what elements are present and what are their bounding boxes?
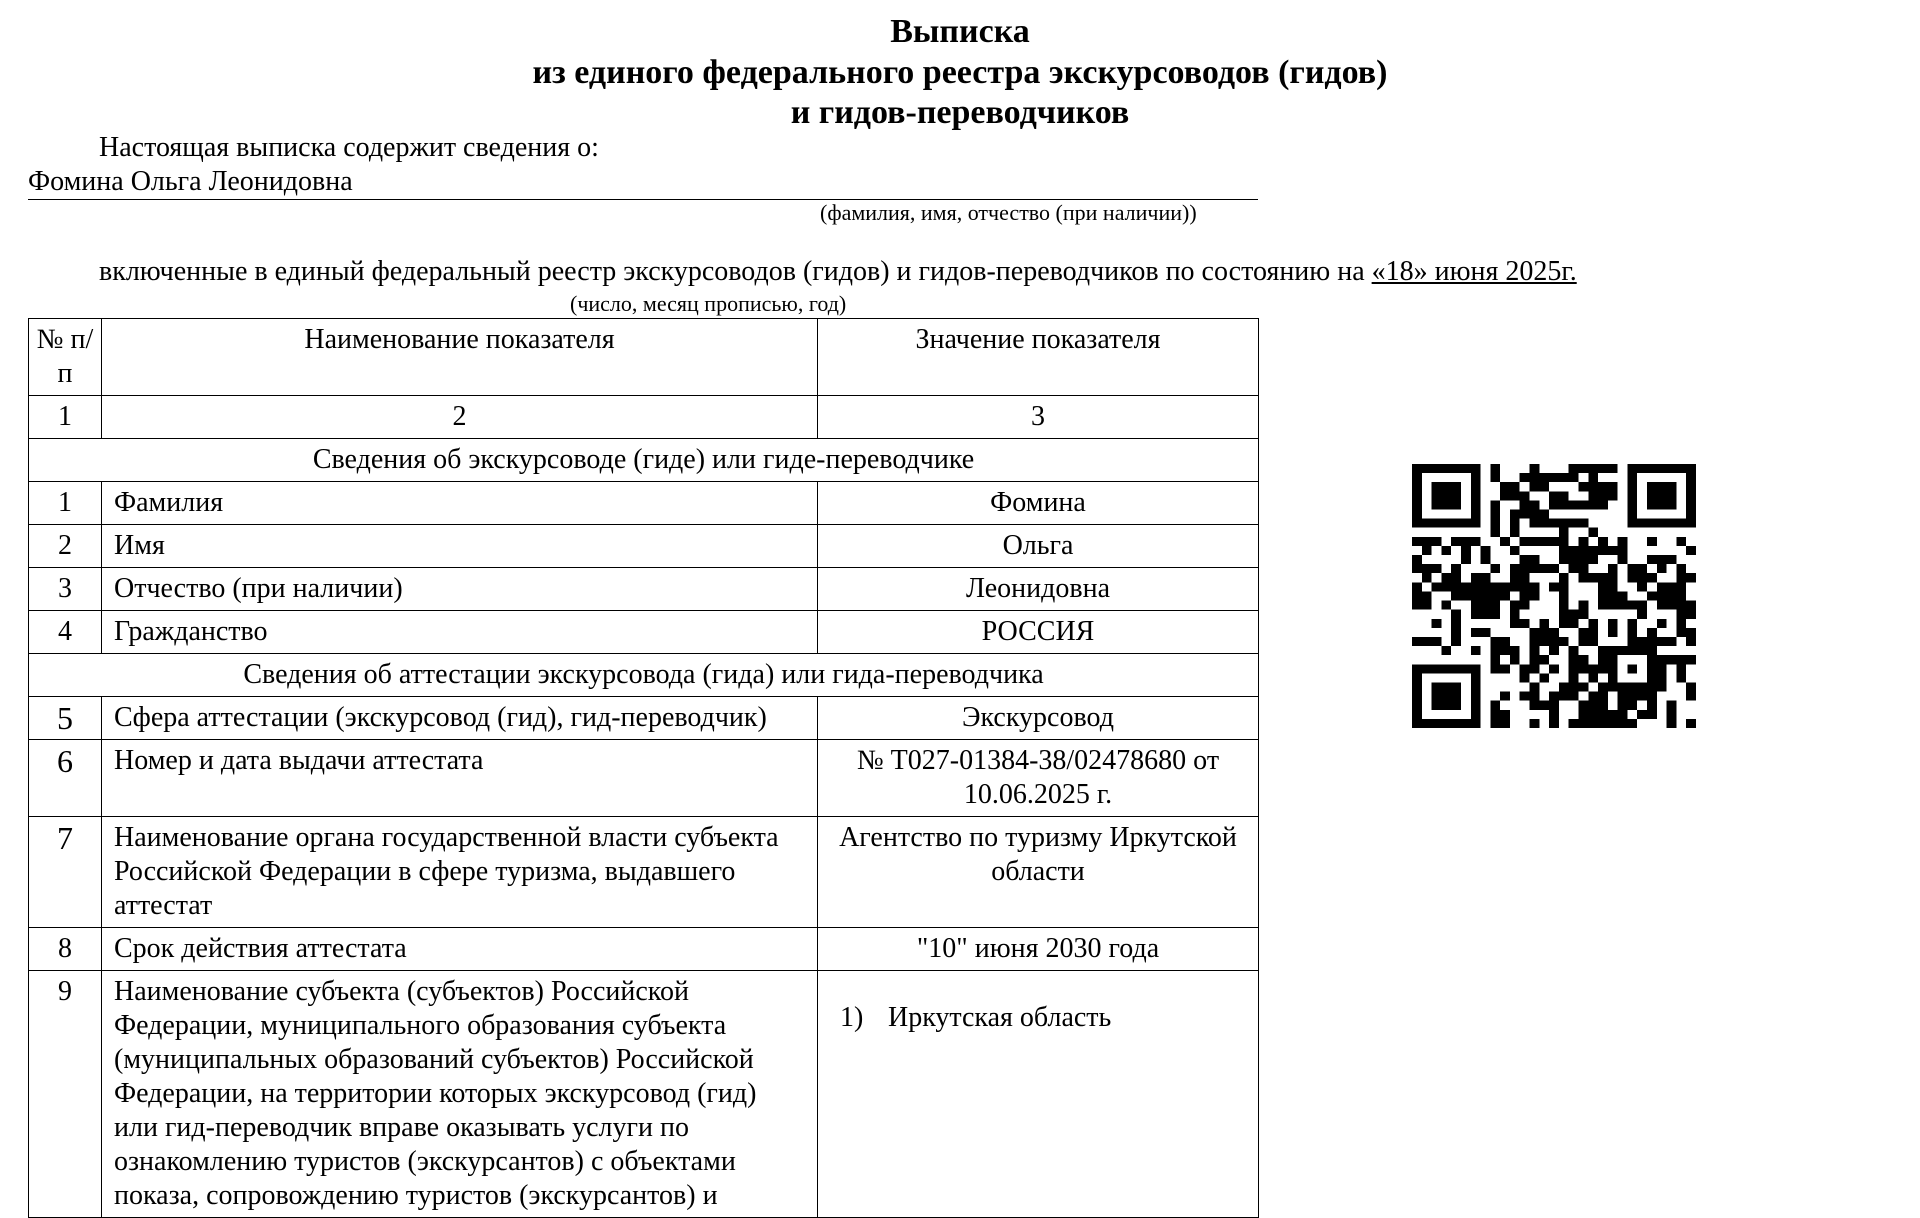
header-indicator: Наименование показателя bbox=[102, 319, 818, 396]
row-value: Агентство по туризму Иркутской области bbox=[818, 817, 1259, 928]
table-row bbox=[29, 971, 1259, 1218]
column-number: 3 bbox=[818, 396, 1259, 439]
column-number: 2 bbox=[102, 396, 818, 439]
row-indicator: Наименование субъекта (субъектов) Российской Федерации, муниципального образования субъекта (муниципальных образований субъектов) Российской Федерации, на территории которых экскурсовод (гид) или гид-переводчик вправе оказывать услуги по ознакомлению туристов (экскурсантов) с объектами показа, сопровождению туристов (экскурсантов) и bbox=[102, 971, 818, 1218]
section-title-guide-info: Сведения об экскурсоводе (гиде) или гиде-переводчике bbox=[29, 439, 1259, 482]
row-num: 5 bbox=[29, 697, 102, 740]
table-row bbox=[29, 525, 1259, 568]
row-value: № Т027-01384-38/02478680 от 10.06.2025 г. bbox=[818, 740, 1259, 817]
document-subtitle: из единого федерального реестра экскурсоводов (гидов) bbox=[532, 54, 1388, 91]
document-subtitle-2: и гидов-переводчиков bbox=[790, 94, 1130, 131]
row-indicator: Гражданство bbox=[102, 611, 818, 654]
section-title-attestation: Сведения об аттестации экскурсовода (гида) или гида-переводчика bbox=[29, 654, 1259, 697]
table-row bbox=[29, 697, 1259, 740]
person-name-caption: (фамилия, имя, отчество (при наличии)) bbox=[820, 200, 1197, 225]
header-value: Значение показателя bbox=[818, 319, 1259, 396]
row-value: Фомина bbox=[818, 482, 1259, 525]
row-indicator: Фамилия bbox=[102, 482, 818, 525]
row-value: "10" июня 2030 года bbox=[818, 928, 1259, 971]
header-num: № п/п bbox=[29, 319, 102, 396]
row-indicator: Наименование органа государственной власти субъекта Российской Федерации в сфере туризма, выдавшего аттестат bbox=[102, 817, 818, 928]
row-num: 9 bbox=[29, 971, 102, 1218]
table-row bbox=[29, 817, 1259, 928]
row-num: 6 bbox=[29, 740, 102, 817]
row-value: Ольга bbox=[818, 525, 1259, 568]
qr-code-icon bbox=[1412, 464, 1696, 728]
row-indicator: Срок действия аттестата bbox=[102, 928, 818, 971]
registry-status-line bbox=[99, 256, 1577, 288]
row-indicator: Имя bbox=[102, 525, 818, 568]
row-num: 4 bbox=[29, 611, 102, 654]
registry-status-text: включенные в единый федеральный реестр экскурсоводов (гидов) и гидов-переводчиков по состоянию на bbox=[99, 256, 1365, 287]
row-indicator: Номер и дата выдачи аттестата bbox=[102, 740, 818, 817]
region-marker: 1) bbox=[840, 1002, 864, 1033]
table-row bbox=[29, 740, 1259, 817]
row-value: Экскурсовод bbox=[818, 697, 1259, 740]
document-title: Выписка bbox=[890, 13, 1030, 50]
intro-text: Настоящая выписка содержит сведения о: bbox=[99, 132, 599, 163]
row-value: Леонидовна bbox=[818, 568, 1259, 611]
row-num: 3 bbox=[29, 568, 102, 611]
section-header-row bbox=[29, 439, 1259, 482]
table-row bbox=[29, 928, 1259, 971]
table-row bbox=[29, 568, 1259, 611]
row-indicator: Отчество (при наличии) bbox=[102, 568, 818, 611]
column-number-row bbox=[29, 396, 1259, 439]
row-num: 7 bbox=[29, 817, 102, 928]
registry-table bbox=[28, 318, 1259, 1218]
section-header-row bbox=[29, 654, 1259, 697]
row-num: 1 bbox=[29, 482, 102, 525]
column-number: 1 bbox=[29, 396, 102, 439]
region-name: Иркутская область bbox=[888, 1002, 1112, 1033]
table-row bbox=[29, 482, 1259, 525]
person-full-name: Фомина Ольга Леонидовна bbox=[28, 165, 1258, 200]
table-row bbox=[29, 611, 1259, 654]
row-num: 8 bbox=[29, 928, 102, 971]
row-indicator: Сфера аттестации (экскурсовод (гид), гид-переводчик) bbox=[102, 697, 818, 740]
row-value-regions bbox=[818, 971, 1259, 1218]
date-caption: (число, месяц прописью, год) bbox=[570, 291, 847, 316]
row-value: РОССИЯ bbox=[818, 611, 1259, 654]
row-num: 2 bbox=[29, 525, 102, 568]
region-list bbox=[830, 1001, 1246, 1035]
table-header-row bbox=[29, 319, 1259, 396]
registry-status-date: «18» июня 2025г. bbox=[1371, 256, 1577, 287]
